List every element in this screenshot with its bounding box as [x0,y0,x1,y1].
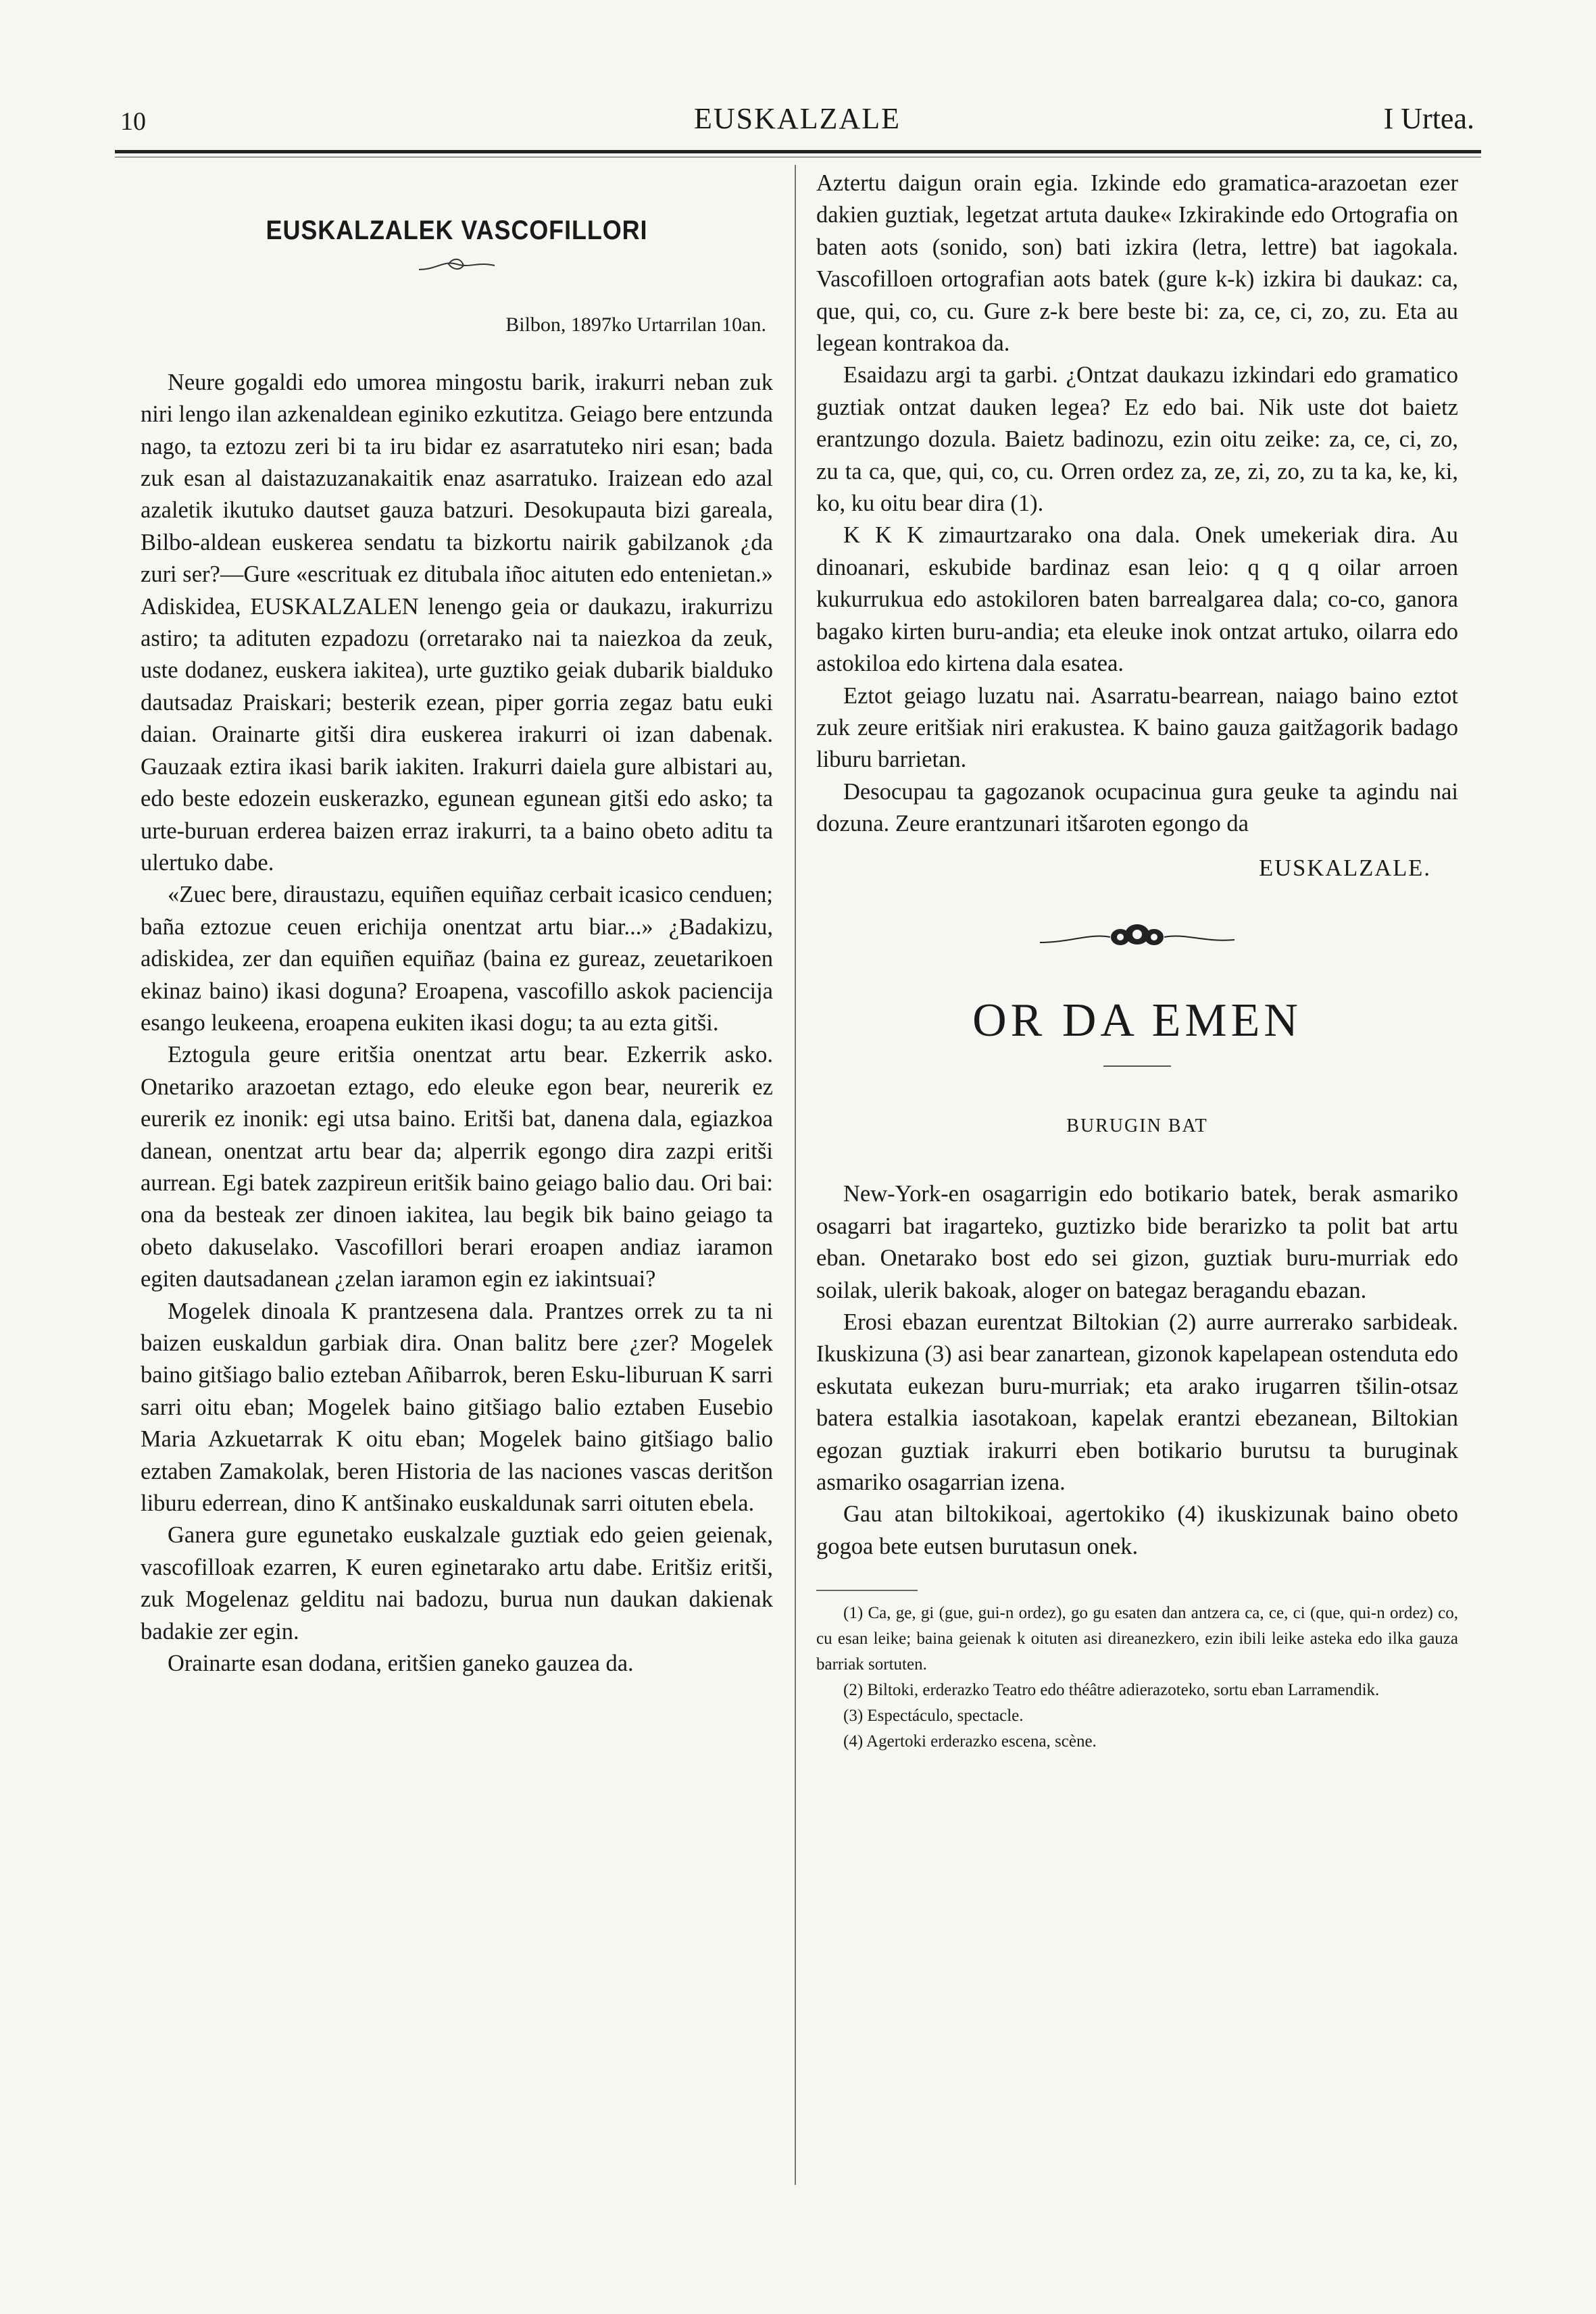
footnote-rule [816,1590,918,1591]
paragraph: Desocupau ta gagozanok ocupacinua gura geuke ta agindu nai dozuna. Zeure erantzunari itšaroten egongo da [816,778,1458,837]
header-rule [115,150,1481,153]
paragraph: «Zuec bere, diraustazu, equiñen equiñaz cerbait icasico cenduen; baña eztozue ceuen erichija onentzat artu biar...» ¿Badakizu, adiskidea, zer dan equiñen equiñaz (baina ez gureaz, zeuetarikoen ekinaz baino) ikasi doguna? Eroapena, vascofillo askok paciencija esango leukeena, eroapena eukiten ikasi dogu; ta au ezta gitši. [141,882,773,1036]
decorative-flourish-ornament [816,920,1458,960]
page-number: 10 [120,107,146,136]
footnote: (3) Espectáculo, spectacle. [843,1707,1024,1726]
footnote: (1) Ca, ge, gi (gue, gui-n ordez), go gu esaten dan antzera ca, ce, ci (que, qui-n ordez) co, cu esan leike; baina geienak k oituten asi direanezkero, ezin ibili leike asteka edo ilka gauza barriak sortuten. [816,1604,1458,1674]
dateline: Bilbon, 1897ko Urtarrilan 10an. [505,313,766,336]
paragraph: Erosi ebazan eurentzat Biltokian (2) aurre aurrerako sarbideak. Ikuskizuna (3) asi bear zanartean, gizonok kapelapean ostenduta edo eskutata eukezan buru-murriak; eta arako irugarren tšilin-otsaz batera estalkia iasotakoan, kapelak erantzi ebezanean, Biltokian egozan guztiak irakurri eben botikario burutsu ta buruginak asmariko osagarrian izena. [816,1309,1458,1495]
small-flourish-ornament [141,255,773,282]
signature: EUSKALZALE. [1259,855,1431,881]
paragraph: Aztertu daigun orain egia. Izkinde edo gramatica-arazoetan ezer dakien guztiak, legetzat artuta dauke« Izkirakinde edo Ortografia on baten aots (sonido, son) bati izkira (letra, lettre) bat iagokala. Vascofilloen ortografian aots batek (gure k-k) izkira bi daukaz: ca, que, qui, co, cu. Gure z-k bere beste bi: za, ce, ci, zo, zu. Eta au legean kontrakoa da. [816,170,1458,357]
paragraph: Esaidazu argi ta garbi. ¿Ontzat daukazu izkindari edo gramatico guztiak ontzat dauken legea? Ez edo bai. Nik uste dot baietz erantzungo dozula. Baietz badinozu, ezin oitu zeike: za, ce, ci, zo, zu ta ca, que, qui, co, cu. Orren ordez za, ze, zi, zo, zu ta ka, ke, ki, ko, ku oitu bear dira (1). [816,362,1458,517]
title-rule [1103,1065,1171,1067]
paragraph: Eztogula geure eritšia onentzat artu bear. Ezkerrik asko. Onetariko arazoetan eztago, edo eleuke egon bear, neurerik ez eurerik ez inonik: egi utsa baino. Eritši bat, danena dala, egiazkoa danean, onentzat artu bear da; alperrik egongo dira zazpi eritši aurrean. Egi batek zazpireun eritšik baino geiago balio dau. Ori bai: ona da besteak zer dinoen iakitea, lau begik bik baino geiago ta obeto dakuselako. Vascofillori berari eroapen andiaz iaramon egiten dautsadanean ¿zelan iaramon egin ez iakintsuai? [141,1042,773,1292]
paragraph: Orainarte esan dodana, eritšien ganeko gauzea da. [168,1651,634,1677]
left-column [141,168,773,1680]
running-header [120,101,1474,145]
paragraph: K K K zimaurtzarako ona dala. Onek umekeriak dira. Au dinoanari, eskubide bardinaz esan leio: q q q oilar arroen kukurrukua edo astokiloren baten barrealgarea dala; co-co, ganora bagako kirten buru-andia; eta eleuke inok ontzat artuko, oilarra edo astokiloa edo kirtena dala esatea. [816,522,1458,677]
paragraph: Gau atan biltokikoai, agertokiko (4) ikuskizunak baino obeto gogoa bete eutsen burutasun onek. [816,1501,1458,1559]
paragraph: Mogelek dinoala K prantzesena dala. Prantzes orrek zu ta ni baizen euskaldun garbiak dira. Onan balitz bere ¿zer? Mogelek baino gitšiago balio ezteban Añibarrok, beren Esku-liburuan K sarri sarri oitu eban; Mogelek baino gitšiago balio eztaben Eusebio Maria Azkuetarrak K oitu eban; Mogelek baino gitšiago balio eztaben Zamakolak, beren Historia de las naciones vascas deritšon liburu ederrean, dino K antšinako euskaldunak sarri oituten ebela. [141,1298,774,1517]
footnote: (4) Agertoki erderazko escena, scène. [843,1732,1097,1751]
paragraph: Ganera gure egunetako euskalzale guztiak edo geien geienak, vascofilloak ezarren, K euren eginetarako artu dabe. Eritšiz eritši, zuk Mogelenaz gelditu nai badozu, burua nun daukan dakienak badakie zer egin. [141,1522,773,1644]
section-title: OR DA EMEN [972,994,1302,1047]
journal-title: EUSKALZALE [694,102,901,135]
article-title: EUSKALZALEK VASCOFILLORI [266,216,648,245]
paragraph: New-York-en osagarrigin edo botikario batek, berak asmariko osagarri bat iragarteko, guztizko bide berarizko ta polit bat artu eban. Onetarako bost edo sei gizon, guztiak buru-murriak edo soilak, ulerik bakoak, aloger on bategaz beragandu ebazan. [816,1181,1458,1303]
volume-year: I Urtea. [1383,102,1474,135]
paragraph: Eztot geiago luzatu nai. Asarratu-bearrean, naiago baino eztot zuk zeure eritšiak niri erakustea. K baino gauza gaitžagorik badago liburu barrietan. [816,682,1458,773]
column-divider [795,165,796,2185]
footnote: (2) Biltoki, erderazko Teatro edo théâtre adierazoteko, sortu eban Larramendik. [843,1681,1380,1700]
right-column [816,168,1458,1755]
paragraph: Neure gogaldi edo umorea mingostu barik, irakurri neban zuk niri lengo ilan azkenaldean eginiko ezkutitza. Geiago bere entzunda nago, ta eztozu zeri bi ta iru bidar ez asarratuteko niri esan; bada zuk esan al daistazuzanakaitik enaz asarratuko. Iraizean edo azal azaletik ikutuko dautset gauza batzuri. Desokupauta bizi gareala, Bilbo-aldean euskerea sendatu ta bizkortu nairik gabilzanok ¿da zuri ser?—Gure «escrituak ez ditubala iñoc aituten edo entenietan.» Adiskidea, EUSKALZALEN lenengo geia or daukazu, irakurrizu astiro; ta adituten ezpadozu (orretarako nai ta naiezkoa da zeuk, uste dodanez, euskera iakitea), urte guztiko geiak dubarik bialduko dautsadaz Praiskari; besterik ezean, piper gorria zegaz batu euki daian. Orainarte gitši dira euskerea irakurri oi izan dabenak. Gauzaak eztira ikasi barik iakiten. Irakurri daiela gure albistari au, edo beste edozein euskerazko, egunean egunean gitši edo asko; ta urte-buruan erderea baizen erraz irakurri, ta a baino obeto aditu ta ulertuko dabe. [141,369,773,876]
footnotes [816,1601,1458,1755]
section-subtitle: BURUGIN BAT [1066,1115,1208,1136]
